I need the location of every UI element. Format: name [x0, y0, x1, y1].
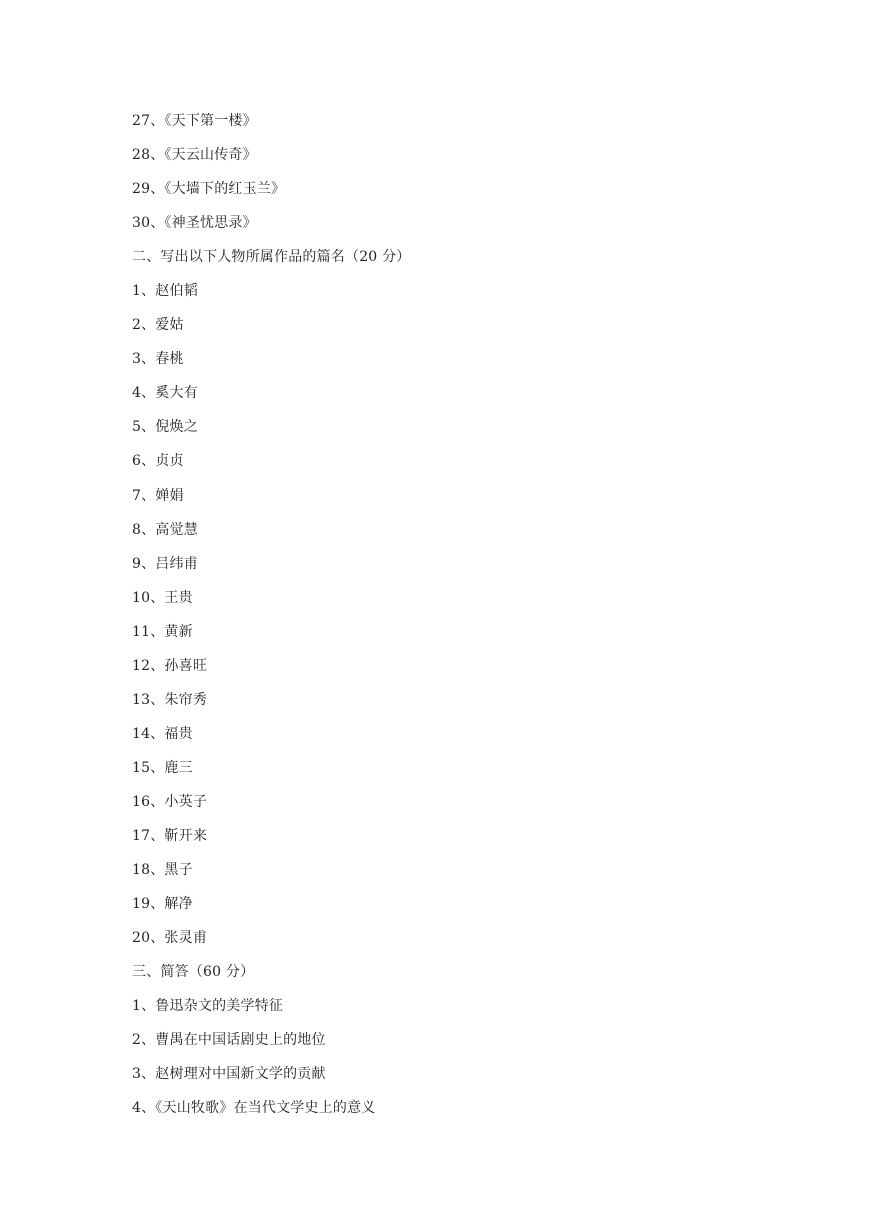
question-item: 27、《天下第一楼》: [132, 113, 257, 129]
question-item: 17、靳开来: [132, 827, 208, 844]
question-item: 9、吕纬甫: [132, 555, 198, 572]
question-item: 4、奚大有: [132, 385, 198, 402]
question-item: 14、福贵: [132, 725, 193, 742]
question-item: 28、《天云山传奇》: [132, 147, 257, 164]
question-item: 3、赵树理对中国新文学的贡献: [132, 1066, 326, 1083]
question-item: 2、爱姑: [132, 317, 184, 334]
question-item: 16、小英子: [132, 793, 208, 810]
question-item: 3、春桃: [132, 351, 184, 368]
question-item: 13、朱帘秀: [132, 691, 208, 708]
question-item: 11、黄新: [132, 623, 193, 640]
question-item: 10、王贵: [132, 589, 193, 606]
exam-text: [132, 111, 410, 1132]
question-item: 6、贞贞: [132, 453, 184, 470]
question-item: 19、解净: [132, 896, 193, 913]
question-item: 15、鹿三: [132, 759, 193, 776]
question-item: 4、《天山牧歌》在当代文学史上的意义: [132, 1100, 376, 1117]
question-item: 2、曹禺在中国话剧史上的地位: [132, 1032, 326, 1049]
question-item: 18、黑子: [132, 862, 193, 879]
section-heading: 二、写出以下人物所属作品的篇名（20 分）: [132, 249, 411, 266]
question-item: 1、赵伯韬: [132, 283, 198, 300]
question-item: 12、孙喜旺: [132, 657, 208, 674]
question-item: 1、鲁迅杂文的美学特征: [132, 998, 284, 1015]
question-item: 30、《神圣忧思录》: [132, 215, 257, 232]
question-item: 20、张灵甫: [132, 930, 208, 947]
question-item: 5、倪焕之: [132, 419, 198, 436]
question-item: 7、婵娟: [132, 487, 184, 504]
question-item: 8、高觉慧: [132, 521, 198, 538]
question-item: 29、《大墙下的红玉兰》: [132, 181, 286, 198]
section-heading: 三、简答（60 分）: [132, 964, 255, 981]
